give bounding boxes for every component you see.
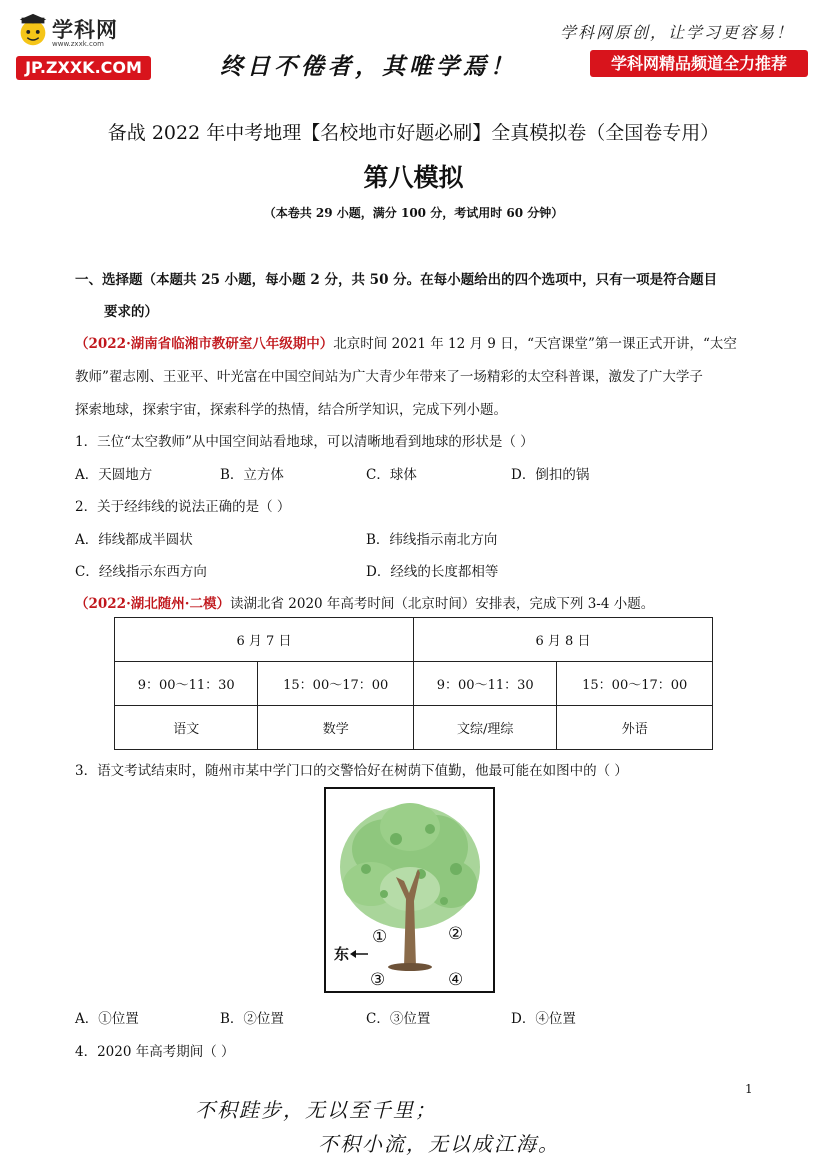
passage-1-line-3: 探索地球，探索宇宙，探索科学的热情，结合所学知识，完成下列小题。 — [75, 402, 507, 418]
question-2-stem: 2．关于经纬线的说法正确的是（ ） — [75, 499, 291, 515]
marker-3: ③ — [370, 970, 386, 990]
q2-option-c[interactable]: C．经线指示东西方向 — [75, 564, 207, 580]
tree-base — [388, 963, 432, 971]
table-time-cell: 15：00～17：00 — [557, 662, 713, 706]
q2-option-a[interactable]: A．纬线都成半圆状 — [75, 532, 193, 548]
passage-1-line-2: 教师”翟志刚、王亚平、叶光富在中国空间站为广大青少年带来了一场精彩的太空科普课，激发了广大学子 — [75, 369, 703, 385]
q1-option-d[interactable]: D．倒扣的锅 — [511, 467, 590, 483]
header-motto: 终日不倦者，其唯学焉！ — [220, 53, 517, 80]
section-heading-cont: 要求的） — [104, 304, 158, 320]
table-time-cell: 9：00～11：30 — [413, 662, 556, 706]
logo-name: 学科网 — [52, 18, 118, 42]
passage-1-source: （2022·湖南省临湘市教研室八年级期中） — [75, 336, 334, 352]
table-row — [115, 618, 713, 662]
q3-option-d[interactable]: D．④位置 — [511, 1011, 576, 1027]
tree-icon — [326, 789, 493, 991]
passage-1-text-1: 北京时间 2021 年 12 月 9 日，“天宫课堂”第一课正式开讲，“太空 — [333, 336, 737, 352]
logo-url: www.zxxk.com — [52, 40, 104, 48]
logo-mascot-icon — [14, 12, 52, 50]
table-subject-cell: 语文 — [115, 706, 258, 750]
q2-option-b[interactable]: B．纬线指示南北方向 — [366, 532, 498, 548]
footer-quote-2: 不积小流，无以成江海。 — [318, 1132, 560, 1156]
table-subject-cell: 数学 — [258, 706, 414, 750]
q3-option-c[interactable]: C．③位置 — [366, 1011, 431, 1027]
passage-1-line-1 — [75, 332, 737, 352]
table-row — [115, 662, 713, 706]
exam-title: 备战 2022 年中考地理【名校地市好题必刷】全真模拟卷（全国卷专用） — [107, 122, 720, 144]
header-slogan: 学科网原创，让学习更容易！ — [560, 23, 795, 42]
logo-badge[interactable]: JP.ZXXK.COM — [16, 56, 151, 80]
marker-1: ① — [372, 927, 388, 947]
table-subject-cell: 外语 — [557, 706, 713, 750]
table-time-cell: 9：00～11：30 — [115, 662, 258, 706]
direction-label: 东 — [334, 945, 350, 963]
table-date-cell: 6 月 7 日 — [115, 618, 414, 662]
question-1-stem: 1．三位“太空教师”从中国空间站看地球，可以清晰地看到地球的形状是（ ） — [75, 434, 534, 450]
marker-2: ② — [448, 924, 464, 944]
table-date-cell: 6 月 8 日 — [413, 618, 712, 662]
question-4-stem: 4．2020 年高考期间（ ） — [75, 1044, 235, 1060]
page-number: 1 — [745, 1082, 753, 1096]
tree-figure — [324, 787, 495, 993]
header-tag[interactable]: 学科网精品频道全力推荐 — [590, 50, 808, 77]
passage-2-source: （2022·湖北随州·二模） — [75, 596, 230, 612]
footer-quote-1: 不积跬步，无以至千里； — [195, 1098, 437, 1122]
q3-option-a[interactable]: A．①位置 — [75, 1011, 139, 1027]
q1-option-c[interactable]: C．球体 — [366, 467, 417, 483]
exam-subtitle: 第八模拟 — [363, 163, 464, 192]
east-arrow-icon — [350, 950, 356, 958]
q1-option-a[interactable]: A．天圆地方 — [75, 467, 153, 483]
marker-4: ④ — [448, 970, 464, 990]
passage-2-text: 读湖北省 2020 年高考时间（北京时间）安排表，完成下列 3-4 小题。 — [229, 596, 655, 612]
table-row — [115, 706, 713, 750]
table-subject-cell: 文综/理综 — [413, 706, 556, 750]
section-heading: 一、选择题（本题共 25 小题，每小题 2 分，共 50 分。在每小题给出的四个选项中，只有一项是符合题目 — [75, 272, 718, 288]
exam-note: （本卷共 29 小题，满分 100 分，考试用时 60 分钟） — [263, 206, 564, 220]
table-time-cell: 15：00～17：00 — [258, 662, 414, 706]
passage-2 — [75, 592, 654, 612]
exam-schedule-table — [114, 617, 713, 750]
q3-option-b[interactable]: B．②位置 — [220, 1011, 284, 1027]
q1-option-b[interactable]: B．立方体 — [220, 467, 284, 483]
question-3-stem: 3．语文考试结束时，随州市某中学门口的交警恰好在树荫下值勤，他最可能在如图中的（ ） — [75, 763, 628, 779]
q2-option-d[interactable]: D．经线的长度都相等 — [366, 564, 499, 580]
